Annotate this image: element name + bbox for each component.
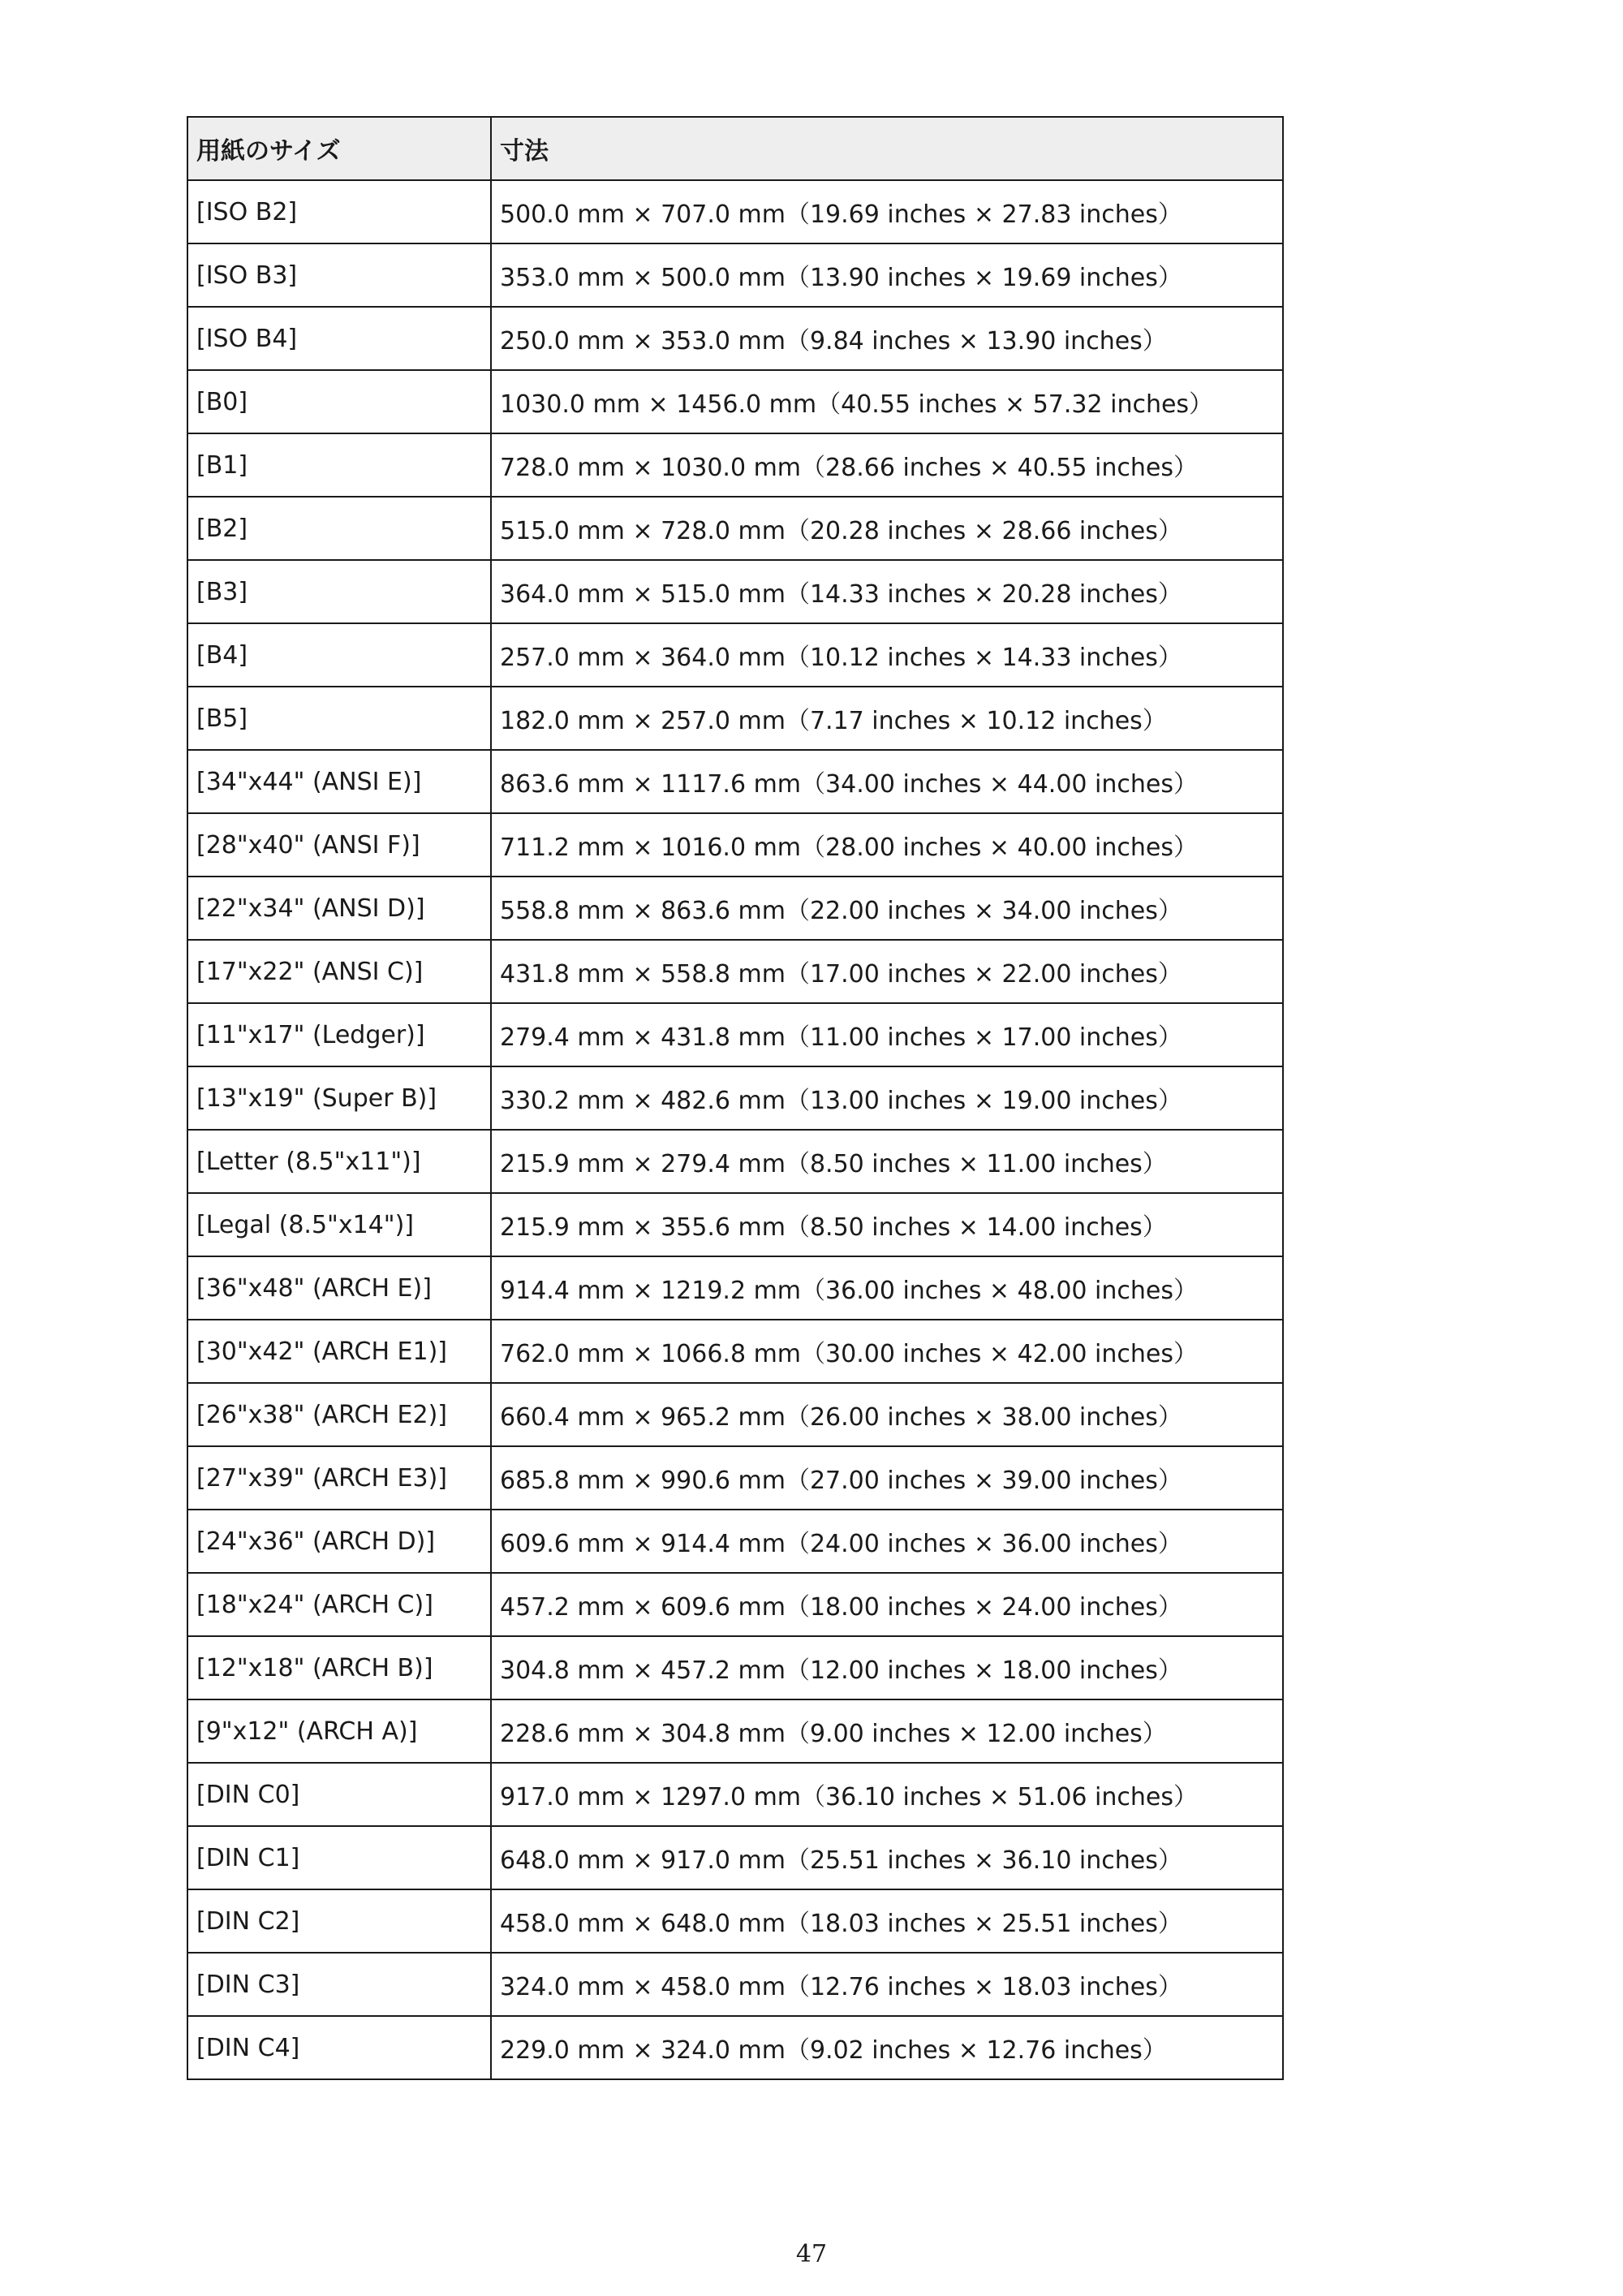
dimensions-cell: 863.6 mm × 1117.6 mm（34.00 inches × 44.00 inches） (491, 750, 1283, 813)
table-row (187, 180, 1283, 243)
table-row (187, 1826, 1283, 1889)
table-row (187, 307, 1283, 370)
dimensions-cell: 182.0 mm × 257.0 mm（7.17 inches × 10.12 inches） (491, 687, 1283, 750)
table-row (187, 687, 1283, 750)
paper-size-table (187, 116, 1284, 2080)
table-body (187, 180, 1283, 2079)
paper-size-cell: [18"x24" (ARCH C)] (187, 1573, 491, 1636)
dimensions-cell: 229.0 mm × 324.0 mm（9.02 inches × 12.76 inches） (491, 2016, 1283, 2079)
table-row (187, 940, 1283, 1003)
paper-size-cell: [24"x36" (ARCH D)] (187, 1510, 491, 1573)
paper-size-cell: [36"x48" (ARCH E)] (187, 1256, 491, 1320)
table-row (187, 813, 1283, 877)
table-row (187, 1383, 1283, 1446)
dimensions-cell: 711.2 mm × 1016.0 mm（28.00 inches × 40.00 inches） (491, 813, 1283, 877)
table-row (187, 560, 1283, 623)
dimensions-cell: 330.2 mm × 482.6 mm（13.00 inches × 19.00 inches） (491, 1066, 1283, 1130)
header-dimensions: 寸法 (491, 117, 1283, 180)
paper-size-cell: [9"x12" (ARCH A)] (187, 1699, 491, 1763)
table-row (187, 1130, 1283, 1193)
paper-size-cell: [27"x39" (ARCH E3)] (187, 1446, 491, 1510)
table-row (187, 433, 1283, 497)
dimensions-cell: 609.6 mm × 914.4 mm（24.00 inches × 36.00 inches） (491, 1510, 1283, 1573)
dimensions-cell: 431.8 mm × 558.8 mm（17.00 inches × 22.00 inches） (491, 940, 1283, 1003)
table-row (187, 1446, 1283, 1510)
table-row (187, 497, 1283, 560)
paper-size-cell: [DIN C3] (187, 1953, 491, 2016)
paper-size-cell: [13"x19" (Super B)] (187, 1066, 491, 1130)
dimensions-cell: 660.4 mm × 965.2 mm（26.00 inches × 38.00 inches） (491, 1383, 1283, 1446)
table-row (187, 1573, 1283, 1636)
dimensions-cell: 353.0 mm × 500.0 mm（13.90 inches × 19.69 inches） (491, 243, 1283, 307)
paper-size-cell: [DIN C1] (187, 1826, 491, 1889)
paper-size-cell: [Letter (8.5"x11")] (187, 1130, 491, 1193)
table-row (187, 1193, 1283, 1256)
paper-size-cell: [DIN C4] (187, 2016, 491, 2079)
dimensions-cell: 917.0 mm × 1297.0 mm（36.10 inches × 51.06 inches） (491, 1763, 1283, 1826)
paper-size-cell: [ISO B2] (187, 180, 491, 243)
dimensions-cell: 728.0 mm × 1030.0 mm（28.66 inches × 40.55 inches） (491, 433, 1283, 497)
paper-size-cell: [Legal (8.5"x14")] (187, 1193, 491, 1256)
dimensions-cell: 648.0 mm × 917.0 mm（25.51 inches × 36.10 inches） (491, 1826, 1283, 1889)
table-row (187, 1256, 1283, 1320)
paper-size-cell: [17"x22" (ANSI C)] (187, 940, 491, 1003)
paper-size-cell: [30"x42" (ARCH E1)] (187, 1320, 491, 1383)
dimensions-cell: 762.0 mm × 1066.8 mm（30.00 inches × 42.00 inches） (491, 1320, 1283, 1383)
paper-size-cell: [11"x17" (Ledger)] (187, 1003, 491, 1066)
page-number: 47 (795, 2240, 828, 2268)
paper-size-cell: [DIN C2] (187, 1889, 491, 1953)
dimensions-cell: 279.4 mm × 431.8 mm（11.00 inches × 17.00 inches） (491, 1003, 1283, 1066)
table-row (187, 1066, 1283, 1130)
paper-size-cell: [B1] (187, 433, 491, 497)
dimensions-cell: 215.9 mm × 279.4 mm（8.50 inches × 11.00 inches） (491, 1130, 1283, 1193)
paper-size-cell: [B5] (187, 687, 491, 750)
dimensions-cell: 558.8 mm × 863.6 mm（22.00 inches × 34.00 inches） (491, 877, 1283, 940)
paper-size-cell: [28"x40" (ANSI F)] (187, 813, 491, 877)
table-row (187, 1636, 1283, 1699)
paper-size-cell: [B2] (187, 497, 491, 560)
table-row (187, 877, 1283, 940)
dimensions-cell: 257.0 mm × 364.0 mm（10.12 inches × 14.33 inches） (491, 623, 1283, 687)
paper-size-cell: [34"x44" (ANSI E)] (187, 750, 491, 813)
paper-size-cell: [26"x38" (ARCH E2)] (187, 1383, 491, 1446)
table-row (187, 243, 1283, 307)
table-row (187, 1003, 1283, 1066)
dimensions-cell: 228.6 mm × 304.8 mm（9.00 inches × 12.00 inches） (491, 1699, 1283, 1763)
dimensions-cell: 324.0 mm × 458.0 mm（12.76 inches × 18.03 inches） (491, 1953, 1283, 2016)
paper-size-cell: [22"x34" (ANSI D)] (187, 877, 491, 940)
table-row (187, 1320, 1283, 1383)
dimensions-cell: 515.0 mm × 728.0 mm（20.28 inches × 28.66 inches） (491, 497, 1283, 560)
dimensions-cell: 250.0 mm × 353.0 mm（9.84 inches × 13.90 inches） (491, 307, 1283, 370)
paper-size-cell: [ISO B3] (187, 243, 491, 307)
table-row (187, 370, 1283, 433)
table-row (187, 1763, 1283, 1826)
dimensions-cell: 914.4 mm × 1219.2 mm（36.00 inches × 48.00 inches） (491, 1256, 1283, 1320)
table-row (187, 2016, 1283, 2079)
header-paper-size: 用紙のサイズ (187, 117, 491, 180)
paper-size-cell: [ISO B4] (187, 307, 491, 370)
dimensions-cell: 304.8 mm × 457.2 mm（12.00 inches × 18.00 inches） (491, 1636, 1283, 1699)
table-row (187, 750, 1283, 813)
paper-size-cell: [B4] (187, 623, 491, 687)
paper-size-cell: [B0] (187, 370, 491, 433)
dimensions-cell: 500.0 mm × 707.0 mm（19.69 inches × 27.83 inches） (491, 180, 1283, 243)
table-row (187, 1699, 1283, 1763)
paper-size-cell: [12"x18" (ARCH B)] (187, 1636, 491, 1699)
table-row (187, 623, 1283, 687)
table-row (187, 1953, 1283, 2016)
dimensions-cell: 1030.0 mm × 1456.0 mm（40.55 inches × 57.32 inches） (491, 370, 1283, 433)
dimensions-cell: 458.0 mm × 648.0 mm（18.03 inches × 25.51 inches） (491, 1889, 1283, 1953)
dimensions-cell: 457.2 mm × 609.6 mm（18.00 inches × 24.00 inches） (491, 1573, 1283, 1636)
table-row (187, 1889, 1283, 1953)
table-row (187, 1510, 1283, 1573)
paper-size-cell: [B3] (187, 560, 491, 623)
dimensions-cell: 685.8 mm × 990.6 mm（27.00 inches × 39.00 inches） (491, 1446, 1283, 1510)
dimensions-cell: 364.0 mm × 515.0 mm（14.33 inches × 20.28 inches） (491, 560, 1283, 623)
table-header-row (187, 117, 1283, 180)
dimensions-cell: 215.9 mm × 355.6 mm（8.50 inches × 14.00 inches） (491, 1193, 1283, 1256)
paper-size-cell: [DIN C0] (187, 1763, 491, 1826)
